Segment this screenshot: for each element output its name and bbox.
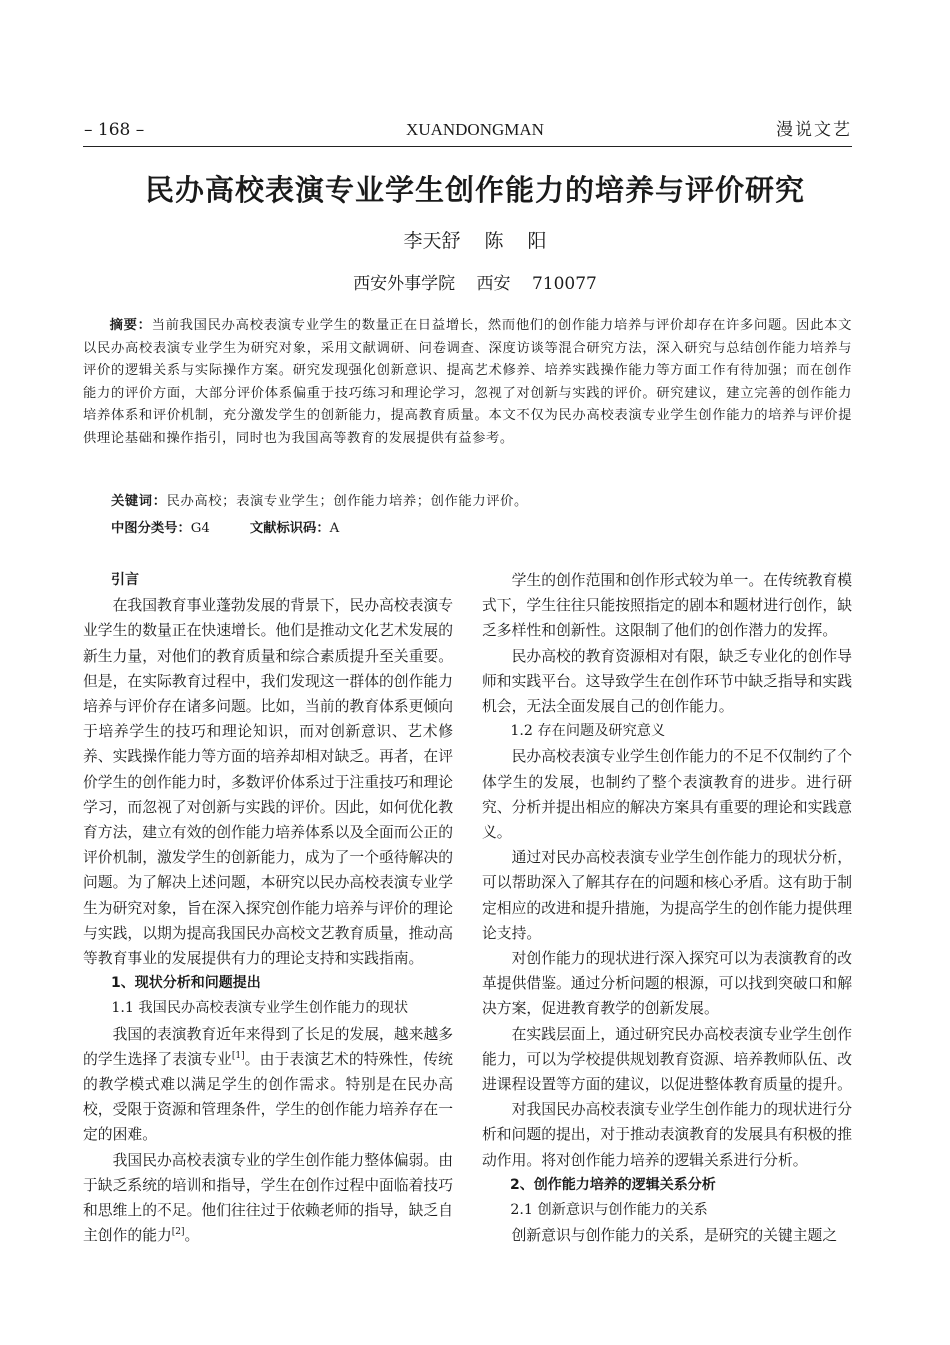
paragraph: 对创作能力的现状进行深入探究可以为表演教育的改革提供借鉴。通过分析问题的根源，可以找到突破口和解决方案，促进教育教学的创新发展。	[482, 950, 852, 1018]
affiliation: 西安外事学院 西安 710077	[353, 274, 597, 294]
citation-ref: [2]	[171, 1227, 185, 1238]
subsection-heading-2-1: 2.1 创新意识与创作能力的关系	[510, 1202, 708, 1219]
journal-name-en: XUANDONGMAN	[406, 120, 544, 139]
left-column	[83, 568, 453, 1248]
paragraph	[83, 1022, 453, 1148]
paragraph: 创新意识与创作能力的关系，是研究的关键主题之	[511, 1227, 838, 1245]
abstract-text: 当前我国民办高校表演专业学生的数量正在日益增长，然而他们的创作能力培养与评价却存在许多问题。因此本文以民办高校表演专业学生为研究对象，采用文献调研、问卷调查、深度访谈等混合研究方法，深入研究与总结创作能力培养与评价的逻辑关系与实际操作方案。研究发现强化创新意识、提高艺术修养、培养实践操作能力等方面工作有待加强；而在创作能力的评价方面，大部分评价体系偏重于技巧练习和理论学习，忽视了对创新与实践的评价。研究建议，建立完善的创作能力培养体系和评价机制，充分激发学生的创新能力，提高教育质量。本文不仅为民办高校表演专业学生创作能力的培养与评价提供理论基础和操作指引，同时也为我国高等教育的发展提供有益参考。	[83, 318, 852, 446]
doc-code-label: 文献标识码：	[249, 521, 330, 536]
paragraph-text: 我国民办高校表演专业的学生创作能力整体偏弱。由于缺乏系统的培训和指导，学生在创作过程中面临着技巧和思维上的不足。他们往往过于依赖老师的指导，缺乏自主创作的能力	[83, 1151, 453, 1245]
section-heading-1: 1、现状分析和问题提出	[111, 975, 261, 992]
paragraph: 民办高校表演专业学生创作能力的不足不仅制约了个体学生的发展，也制约了整个表演教育的进步。进行研究、分析并提出相应的解决方案具有重要的理论和实践意义。	[482, 748, 852, 842]
header-rule	[83, 146, 852, 147]
paragraph-text: 。	[184, 1227, 200, 1245]
subsection-heading-1-1: 1.1 我国民办高校表演专业学生创作能力的现状	[111, 1000, 409, 1017]
keywords-label: 关键词：	[111, 494, 167, 509]
section-heading-intro: 引言	[111, 572, 139, 588]
abstract-label: 摘要：	[109, 318, 152, 333]
classification-line	[111, 518, 852, 540]
paragraph: 民办高校的教育资源相对有限，缺乏专业化的创作导师和实践平台。这导致学生在创作环节中缺乏指导和实践机会，无法全面发展自己的创作能力。	[482, 647, 852, 716]
keywords	[111, 491, 852, 513]
clc-value: G4	[190, 521, 210, 536]
subsection-heading-1-2: 1.2 存在问题及研究意义	[510, 723, 666, 740]
paragraph-text: 。由于表演艺术的特殊性，传统的教学模式难以满足学生的创作需求。特别是在民办高校，受限于资源和管理条件，学生的创作能力培养存在一定的困难。	[83, 1050, 453, 1144]
paragraph: 通过对民办高校表演专业学生创作能力的现状分析，可以帮助深入了解其存在的问题和核心矛盾。这有助于制定相应的改进和提升措施，为提高学生的创作能力提供理论支持。	[482, 849, 852, 942]
doc-code-value: A	[329, 521, 340, 536]
page-number: – 168 –	[84, 120, 145, 140]
authors: 李天舒 陈 阳	[403, 230, 547, 252]
section-heading-2: 2、创作能力培养的逻辑关系分析	[510, 1176, 716, 1193]
paragraph	[83, 1148, 453, 1249]
clc-label: 中图分类号：	[111, 521, 191, 536]
citation-ref: [1]	[231, 1050, 245, 1061]
paragraph: 在实践层面上，通过研究民办高校表演专业学生创作能力，可以为学校提供规划教育资源、培养教师队伍、改进课程设置等方面的建议，以促进整体教育质量的提升。	[482, 1025, 852, 1094]
paragraph: 对我国民办高校表演专业学生创作能力的现状进行分析和问题的提出，对于推动表演教育的发展具有积极的推动作用。将对创作能力培养的逻辑关系进行分析。	[482, 1101, 852, 1169]
journal-name-cn: 漫说文艺	[776, 120, 852, 140]
paragraph: 在我国教育事业蓬勃发展的背景下，民办高校表演专业学生的数量正在快速增长。他们是推动文化艺术发展的新生力量，对他们的教育质量和综合素质提升至关重要。但是，在实际教育过程中，我们发现这一群体的创作能力培养与评价存在诸多问题。比如，当前的教育体系更倾向于培养学生的技巧和理论知识，而对创新意识、艺术修养、实践操作能力等方面的培养却相对缺乏。再者，在评价学生的创作能力时，多数评价体系过于注重技巧和理论学习，而忽视了对创新与实践的评价。因此，如何优化教育方法，建立有效的创作能力培养体系以及全面而公正的评价机制，激发学生的创新能力，成为了一个亟待解决的问题。为了解决上述问题，本研究以民办高校表演专业学生为研究对象，旨在深入探究创作能力培养与评价的理论与实践，以期为提高我国民办高校文艺教育质量，推动高等教育事业的发展提供有力的理论支持和实践指南。	[83, 597, 453, 968]
right-column	[482, 568, 852, 1248]
paragraph: 学生的创作范围和创作形式较为单一。在传统教育模式下，学生往往只能按照指定的剧本和题材进行创作，缺乏多样性和创新性。这限制了他们的创作潜力的发挥。	[482, 572, 852, 640]
abstract	[83, 315, 852, 451]
article-title: 民办高校表演专业学生创作能力的培养与评价研究	[144, 173, 805, 207]
keywords-text: 民办高校；表演专业学生；创作能力培养；创作能力评价。	[166, 494, 528, 509]
paragraph-text: 我国的表演教育近年来得到了长足的发展，越来越多的学生选择了表演专业	[83, 1025, 453, 1068]
